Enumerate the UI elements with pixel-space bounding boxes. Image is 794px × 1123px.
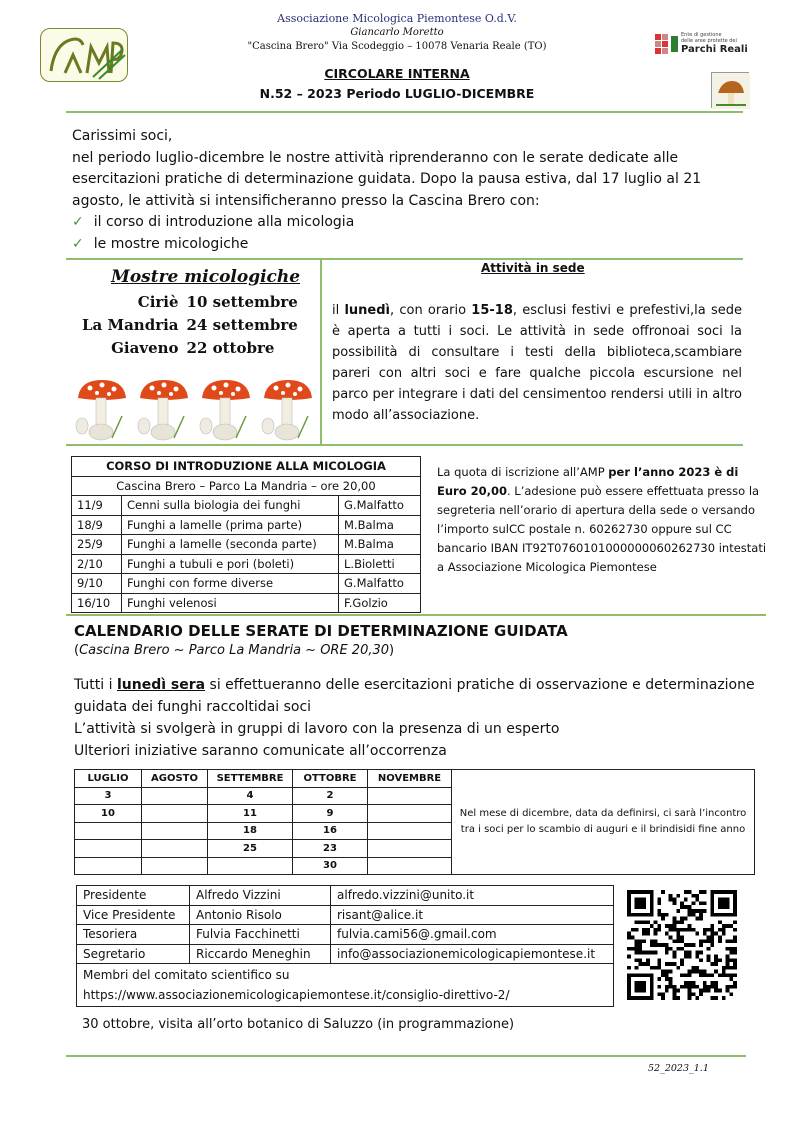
column-header: NOVEMBRE <box>368 770 452 788</box>
document-code: 52_2023_1.1 <box>648 1063 709 1074</box>
corso-topic: Funghi a tubuli e pori (boleti) <box>122 554 339 574</box>
table-row <box>77 905 614 925</box>
table-row <box>72 574 421 594</box>
corso-teacher: L.Bioletti <box>339 554 421 574</box>
table-cell <box>208 857 293 875</box>
column-header: OTTOBRE <box>293 770 368 788</box>
corso-title: CORSO DI INTRODUZIONE ALLA MICOLOGIA <box>72 457 421 477</box>
contact-name: Fulvia Facchinetti <box>190 925 331 945</box>
table-cell: 18 <box>208 822 293 840</box>
calendario-line1-rest: si effettueranno delle esercitazioni pratiche di osservazione e determinazione guidata dei funghi raccoltidai soci <box>74 677 755 715</box>
table-cell <box>368 787 452 805</box>
quota-prefix: La quota di iscrizione all’AMP <box>437 465 609 479</box>
contact-name: Alfredo Vizzini <box>190 886 331 906</box>
qr-code-icon <box>624 890 740 1000</box>
list-item <box>82 338 304 359</box>
event-place: Giaveno <box>111 339 179 357</box>
corso-topic: Funghi a lamelle (prima parte) <box>122 515 339 535</box>
table-row <box>72 554 421 574</box>
table-cell: 23 <box>293 840 368 858</box>
contact-email-link[interactable]: info@associazionemicologicapiemontese.it <box>331 944 614 964</box>
intro-paragraph: nel periodo luglio-dicembre le nostre attività riprenderanno con le serate dedicate alle esercitazioni pratiche di determinazione guidata. Dopo la pausa estiva, dal 17 luglio al 21 agosto, le attività si intensificheranno presso la Cascina Brero con: <box>72 149 702 209</box>
check-icon: ✓ <box>72 214 84 230</box>
table-row <box>77 925 614 945</box>
greeting: Carissimi soci, <box>72 128 173 144</box>
attivita-hours: 15-18 <box>471 303 513 318</box>
table-cell <box>142 840 208 858</box>
table-cell: 10 <box>75 805 142 823</box>
contact-name: Antonio Risolo <box>190 905 331 925</box>
attivita-lead: il <box>332 303 345 318</box>
contact-role: Vice Presidente <box>77 905 190 925</box>
calendario-table <box>74 769 755 875</box>
attivita-text <box>332 300 742 426</box>
attivita-title: Attività in sede <box>481 261 585 275</box>
calendario-line1-prefix: Tutti i <box>74 677 117 693</box>
mostre-title: Mostre micologiche <box>111 267 301 287</box>
committee-cell <box>77 964 614 1007</box>
corso-table <box>71 456 421 613</box>
calendario-subtitle-text: Cascina Brero ~ Parco La Mandria ~ ORE 20,30 <box>79 643 390 658</box>
table-cell: 2 <box>293 787 368 805</box>
table-cell <box>368 840 452 858</box>
table-header-row <box>75 770 755 788</box>
table-row <box>72 593 421 613</box>
table-cell: 25 <box>208 840 293 858</box>
header-divider <box>66 111 743 113</box>
corso-teacher: F.Golzio <box>339 593 421 613</box>
quota-text <box>437 463 767 577</box>
list-item <box>82 315 304 336</box>
corso-date: 9/10 <box>72 574 122 594</box>
table-cell <box>142 787 208 805</box>
table-row <box>72 496 421 516</box>
column-header: LUGLIO <box>75 770 142 788</box>
calendario-title: CALENDARIO DELLE SERATE DI DETERMINAZIONE GUIDATA <box>74 622 568 640</box>
calendario-line: L’attività si svolgerà in gruppi di lavoro con la presenza di un esperto <box>74 721 560 737</box>
table-row <box>72 535 421 555</box>
circular-number: N.52 – 2023 Periodo LUGLIO-DICEMBRE <box>259 86 535 101</box>
corso-date: 16/10 <box>72 593 122 613</box>
parchi-reali-logo-line1: Ente di gestione <box>681 32 722 38</box>
event-date: 10 settembre <box>186 293 298 311</box>
table-cell: 9 <box>293 805 368 823</box>
table-cell <box>75 822 142 840</box>
corso-subtitle: Cascina Brero – Parco La Mandria – ore 20,00 <box>72 476 421 496</box>
contact-person: Giancarlo Moretto <box>350 27 444 38</box>
parchi-reali-logo <box>655 32 755 56</box>
list-item <box>72 234 752 256</box>
corso-topic: Funghi con forme diverse <box>122 574 339 594</box>
attivita-day: lunedì <box>344 303 390 318</box>
table-cell: 3 <box>75 787 142 805</box>
corso-date: 2/10 <box>72 554 122 574</box>
table-row <box>72 515 421 535</box>
contact-email-link[interactable]: risant@alice.it <box>331 905 614 925</box>
corso-topic: Funghi a lamelle (seconda parte) <box>122 535 339 555</box>
intro-section <box>72 126 752 255</box>
calendario-note: Nel mese di dicembre, data da definirsi, ci sarà l’incontro tra i soci per lo scambio di auguri e il brindisidi fine anno <box>452 770 755 875</box>
contact-email-link[interactable]: alfredo.vizzini@unito.it <box>331 886 614 906</box>
corso-teacher: M.Balma <box>339 515 421 535</box>
parchi-reali-logo-line2: delle aree protette dei <box>681 38 737 44</box>
table-cell <box>368 822 452 840</box>
corso-topic: Funghi velenosi <box>122 593 339 613</box>
table-cell: 4 <box>208 787 293 805</box>
table-cell <box>368 805 452 823</box>
corso-teacher: G.Malfatto <box>339 574 421 594</box>
list-item <box>72 212 752 234</box>
corso-teacher: G.Malfatto <box>339 496 421 516</box>
quota-body: . L’adesione può essere effettuata presso la segreteria nell’orario di apertura della sede o versando l’importo sulCC postale n. 60262730 oppure sul CC bancario IBAN IT92T0760101000000060262730 intestati a Associazione Micologica Piemontese <box>437 484 767 574</box>
calendario-line: Ulteriori iniziative saranno comunicate all’occorrenza <box>74 743 447 759</box>
attivita-body: , esclusi festivi e prefestivi,la sede è aperta a tutti i soci. Le attività in sede offronoai soci la possibilità di consultare i testi della biblioteca,scambiare pareri con altri soci e fare qualche piccola escursione nel parco per integrare i dati del censimentoo rendersi utili in altro modo all’associazione. <box>332 303 743 423</box>
contact-role: Presidente <box>77 886 190 906</box>
corso-teacher: M.Balma <box>339 535 421 555</box>
column-divider <box>320 258 322 444</box>
event-place: La Mandria <box>82 316 179 334</box>
organization-name: Associazione Micologica Piemontese O.d.V. <box>277 12 517 25</box>
corso-date: 11/9 <box>72 496 122 516</box>
section-divider <box>66 614 766 616</box>
mostre-list <box>80 290 306 361</box>
parchi-reali-brand: Parchi Reali <box>681 44 748 55</box>
amp-logo <box>40 28 128 82</box>
table-cell: 11 <box>208 805 293 823</box>
table-cell <box>142 805 208 823</box>
check-icon: ✓ <box>72 235 84 252</box>
committee-link[interactable]: https://www.associazionemicologicapiemontese.it/consiglio-direttivo-2/ <box>83 988 510 1002</box>
contact-email-link[interactable]: fulvia.cami56@.gmail.com <box>331 925 614 945</box>
table-cell: 30 <box>293 857 368 875</box>
quota-amount: per l’anno 2023 è di Euro 20,00 <box>437 465 739 498</box>
column-header: AGOSTO <box>142 770 208 788</box>
contacts-table <box>76 885 614 1007</box>
table-cell <box>142 822 208 840</box>
committee-label: Membri del comitato scientifico su <box>83 968 290 982</box>
address: "Cascina Brero" Via Scodeggio – 10078 Venaria Reale (TO) <box>247 41 547 52</box>
corso-date: 25/9 <box>72 535 122 555</box>
calendario-line1-bold: lunedì sera <box>116 677 206 693</box>
table-row <box>77 886 614 906</box>
table-cell <box>75 857 142 875</box>
event-date: 24 settembre <box>186 316 298 334</box>
list-item <box>82 292 304 313</box>
table-cell <box>368 857 452 875</box>
calendario-text <box>74 674 764 762</box>
contact-name: Riccardo Meneghin <box>190 944 331 964</box>
list-item-label: il corso di introduzione alla micologia <box>93 214 355 230</box>
attivita-lead-mid: , con orario <box>390 303 472 318</box>
corso-topic: Cenni sulla biologia dei funghi <box>122 496 339 516</box>
contact-role: Tesoriera <box>77 925 190 945</box>
amp-logo-icon <box>41 29 129 83</box>
event-date: 22 ottobre <box>186 339 275 357</box>
calendario-subtitle: (Cascina Brero ~ Parco La Mandria ~ ORE 20,30) <box>74 643 395 658</box>
corso-date: 18/9 <box>72 515 122 535</box>
calendario-line <box>74 674 764 718</box>
list-item-label: le mostre micologiche <box>93 235 249 252</box>
section-divider <box>66 258 743 260</box>
footer-note: 30 ottobre, visita all’orto botanico di Saluzzo (in programmazione) <box>82 1017 515 1032</box>
table-cell: 16 <box>293 822 368 840</box>
column-header: SETTEMBRE <box>208 770 293 788</box>
table-cell <box>142 857 208 875</box>
contact-role: Segretario <box>77 944 190 964</box>
footer-divider <box>66 1055 746 1057</box>
section-divider <box>66 444 743 446</box>
event-place: Ciriè <box>137 293 179 311</box>
mushroom-emblem-icon <box>711 72 749 108</box>
table-row <box>77 944 614 964</box>
table-row <box>77 964 614 1007</box>
table-cell <box>75 840 142 858</box>
mushroom-illustration-icon <box>72 372 317 442</box>
circular-title: CIRCOLARE INTERNA <box>324 66 470 81</box>
